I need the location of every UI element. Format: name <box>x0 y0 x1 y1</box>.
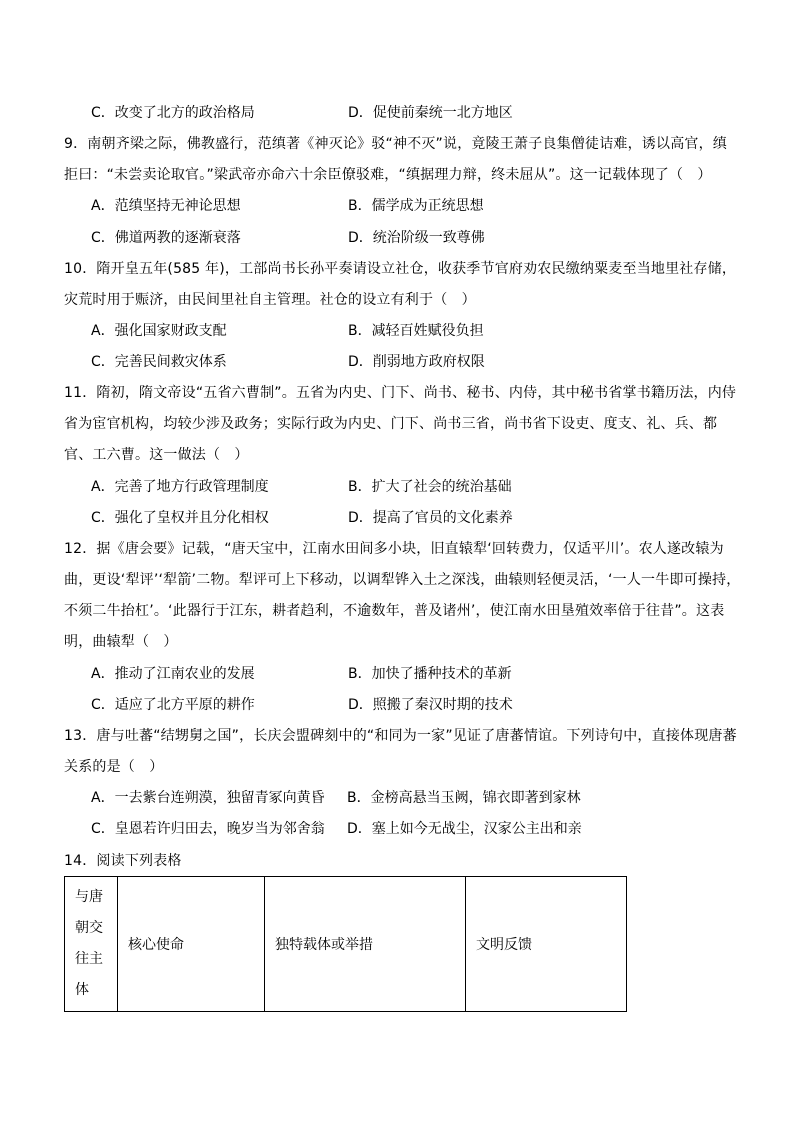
q11-stem-line-1: 11．隋初，隋文帝设“五省六曹制”。五省为内史、门下、尚书、秘书、内侍，其中秘书省掌书籍历法，内侍 <box>64 385 737 401</box>
q8-option-c: C．改变了北方的政治格局 <box>91 105 255 121</box>
q12-option-c: C．适应了北方平原的耕作 <box>91 697 255 713</box>
q10-option-a: A．强化国家财政支配 <box>91 323 227 339</box>
q13-option-b: B．金榜高悬当玉阙，锦衣即著到家林 <box>347 790 581 806</box>
q14-table <box>64 876 627 1012</box>
q11-option-b: B．扩大了社会的统治基础 <box>348 479 512 495</box>
table-header-cell <box>118 877 265 1012</box>
q10-option-d: D．削弱地方政府权限 <box>348 354 485 370</box>
q13-stem-line-1: 13．唐与吐蕃“结甥舅之国”，长庆会盟碑刻中的“和同为一家”见证了唐蕃情谊。下列诗句中，直接体现唐蕃 <box>64 728 737 744</box>
header-subject: 与唐朝交往主体 <box>75 889 103 998</box>
q9-option-d: D．统治阶级一致尊佛 <box>348 230 485 246</box>
table-header-cell <box>265 877 466 1012</box>
q11-option-c: C．强化了皇权并且分化相权 <box>91 510 269 526</box>
q8-option-d: D．促使前秦统一北方地区 <box>348 105 513 121</box>
q13-option-a: A．一去紫台连朔漠，独留青冢向黄昏 <box>91 790 325 806</box>
q10-stem-line-2: 灾荒时用于赈济，由民间里社自主管理。社仓的设立有利于（ ） <box>64 292 476 308</box>
table-header-cell <box>65 877 118 1012</box>
q9-stem-line-2: 拒曰：“未尝卖论取官。”梁武帝亦命六十余臣僚驳难，“缜据理力辩，终未屈从”。这一记载体现了（ ） <box>64 167 712 183</box>
q10-option-c: C．完善民间救灾体系 <box>91 354 227 370</box>
q9-option-b: B．儒学成为正统思想 <box>348 198 484 214</box>
q14-stem: 14．阅读下列表格 <box>64 853 182 869</box>
q9-stem-line-1: 9．南朝齐梁之际，佛教盛行，范缜著《神灭论》驳“神不灭”说，竟陵王萧子良集僧徒诘难，诱以高官，缜 <box>64 136 728 152</box>
q9-option-c: C．佛道两教的逐渐衰落 <box>91 230 241 246</box>
header-carrier-measures: 独特载体或举措 <box>275 937 373 953</box>
q11-stem-line-3: 官、工六曹。这一做法（ ） <box>64 447 249 463</box>
q12-option-a: A．推动了江南农业的发展 <box>91 666 255 682</box>
q12-stem-line-1: 12．据《唐会要》记载，“唐天宝中，江南水田间多小块，旧直辕犁‘回转费力，仅适平川’。农人遂改辕为 <box>64 541 724 557</box>
q13-option-d: D．塞上如今无战尘，汉家公主出和亲 <box>347 821 582 837</box>
q10-stem-line-1: 10．隋开皇五年(585 年)，工部尚书长孙平奏请设立社仓，收获季节官府劝农民缴纳粟麦至当地里社存储， <box>64 261 737 277</box>
header-civilization-feedback: 文明反馈 <box>476 937 532 953</box>
q11-option-d: D．提高了官员的文化素养 <box>348 510 513 526</box>
table-row <box>65 877 627 1012</box>
q12-option-d: D．照搬了秦汉时期的技术 <box>348 697 513 713</box>
q12-stem-line-3: 不须二牛抬杠’。‘此器行于江东，耕者趋利，不逾数年，普及诸州’，使江南水田垦殖效率倍于往昔”。这表 <box>64 603 725 619</box>
header-core-mission: 核心使命 <box>128 937 184 953</box>
q13-option-c: C．皇恩若许归田去，晚岁当为邻舍翁 <box>91 821 325 837</box>
q13-stem-line-2: 关系的是（ ） <box>64 759 164 775</box>
q9-option-a: A．范缜坚持无神论思想 <box>91 198 241 214</box>
q11-stem-line-2: 省为宦官机构，均较少涉及政务；实际行政为内史、门下、尚书三省，尚书省下设吏、度支、礼、兵、都 <box>64 416 718 432</box>
q10-option-b: B．减轻百姓赋役负担 <box>348 323 484 339</box>
table-header-cell <box>466 877 627 1012</box>
q12-stem-line-4: 明，曲辕犁（ ） <box>64 634 178 650</box>
q12-option-b: B．加快了播种技术的革新 <box>348 666 512 682</box>
q11-option-a: A．完善了地方行政管理制度 <box>91 479 269 495</box>
q12-stem-line-2: 曲，更设‘犁评’‘犁箭’二物。犁评可上下移动，以调犁铧入土之深浅，曲辕则轻便灵活，‘一人一牛即可操持， <box>64 572 741 588</box>
